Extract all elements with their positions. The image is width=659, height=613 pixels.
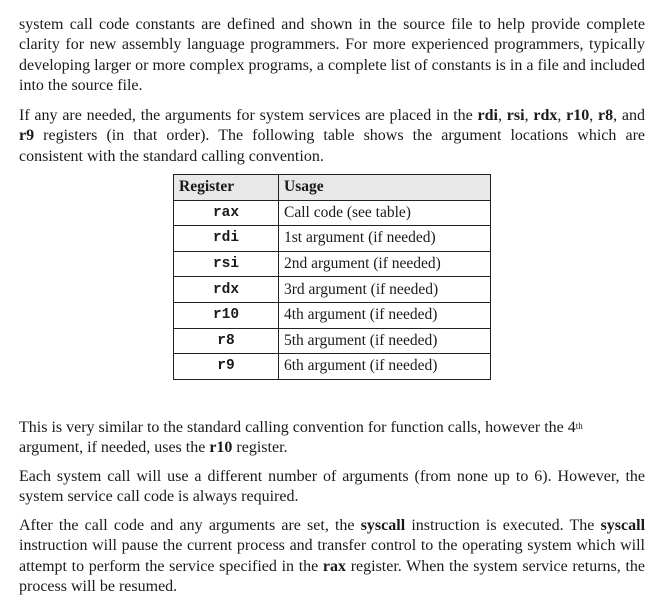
header-usage: Usage <box>279 175 491 201</box>
instruction-name: syscall <box>600 517 646 534</box>
table-row <box>174 200 491 226</box>
text: argument, if needed, uses the <box>19 439 210 457</box>
text: , <box>498 107 507 124</box>
register-cell: rdi <box>174 226 279 252</box>
register-name: r8 <box>598 107 614 124</box>
register-cell: rsi <box>174 251 279 277</box>
register-cell: rax <box>174 200 279 226</box>
usage-cell: 1st argument (if needed) <box>279 226 491 252</box>
register-cell: rdx <box>174 277 279 303</box>
paragraph-syscall <box>19 516 645 598</box>
usage-cell: 4th argument (if needed) <box>279 302 491 328</box>
register-name: r10 <box>209 439 233 457</box>
register-name: rsi <box>506 107 525 124</box>
text: register. When the system service returns, the process will be resumed. <box>19 557 646 596</box>
usage-cell: 6th argument (if needed) <box>279 354 491 380</box>
text: instruction is executed. The <box>405 517 601 534</box>
text: If any are needed, the arguments for system services are placed in the <box>19 107 478 124</box>
register-name: r9 <box>19 127 35 145</box>
superscript: th <box>575 421 583 431</box>
register-name: rax <box>322 557 347 575</box>
table-row <box>174 328 491 354</box>
usage-cell: 2nd argument (if needed) <box>279 251 491 277</box>
header-register: Register <box>174 175 279 201</box>
table-header-row <box>174 175 491 201</box>
paragraph-argument-registers <box>19 106 645 167</box>
text: , <box>557 107 567 124</box>
register-cell: r9 <box>174 354 279 380</box>
text: After the call code and any arguments are set, the <box>19 517 361 534</box>
text: registers (in that order). The following table shows the argument locations which are consistent with the standard calling convention. <box>19 127 645 165</box>
usage-cell: 5th argument (if needed) <box>279 328 491 354</box>
instruction-name: syscall <box>360 517 406 534</box>
text: , <box>524 107 534 124</box>
table-row <box>174 354 491 380</box>
register-cell: r8 <box>174 328 279 354</box>
text: This is very similar to the standard calling convention for function calls, however the 4 <box>19 419 576 436</box>
paragraph-argument-count: Each system call will use a different number of arguments (from none up to 6). However, the system service call code is always required. <box>19 468 645 506</box>
register-usage-table <box>173 174 491 380</box>
text: , and <box>613 107 646 124</box>
paragraph-calling-convention <box>19 418 645 459</box>
register-name: r10 <box>566 107 590 124</box>
usage-cell: 3rd argument (if needed) <box>279 277 491 303</box>
table-row <box>174 226 491 252</box>
table-row <box>174 277 491 303</box>
register-cell: r10 <box>174 302 279 328</box>
usage-cell: Call code (see table) <box>279 200 491 226</box>
table-row <box>174 251 491 277</box>
paragraph-constants: system call code constants are defined and shown in the source file to help provide complete clarity for new assembly language programmers. For more experienced programmers, typically developing larger or more complex programs, a complete list of constants is in a file and included into the source file. <box>19 16 645 95</box>
register-name: rdx <box>533 107 558 124</box>
table-row <box>174 302 491 328</box>
text: register. <box>232 439 288 457</box>
text: instruction will pause the current process and transfer control to the operating system which will attempt to perform the service specified in the <box>19 537 645 575</box>
text: , <box>589 107 599 124</box>
register-name: rdi <box>477 107 498 124</box>
